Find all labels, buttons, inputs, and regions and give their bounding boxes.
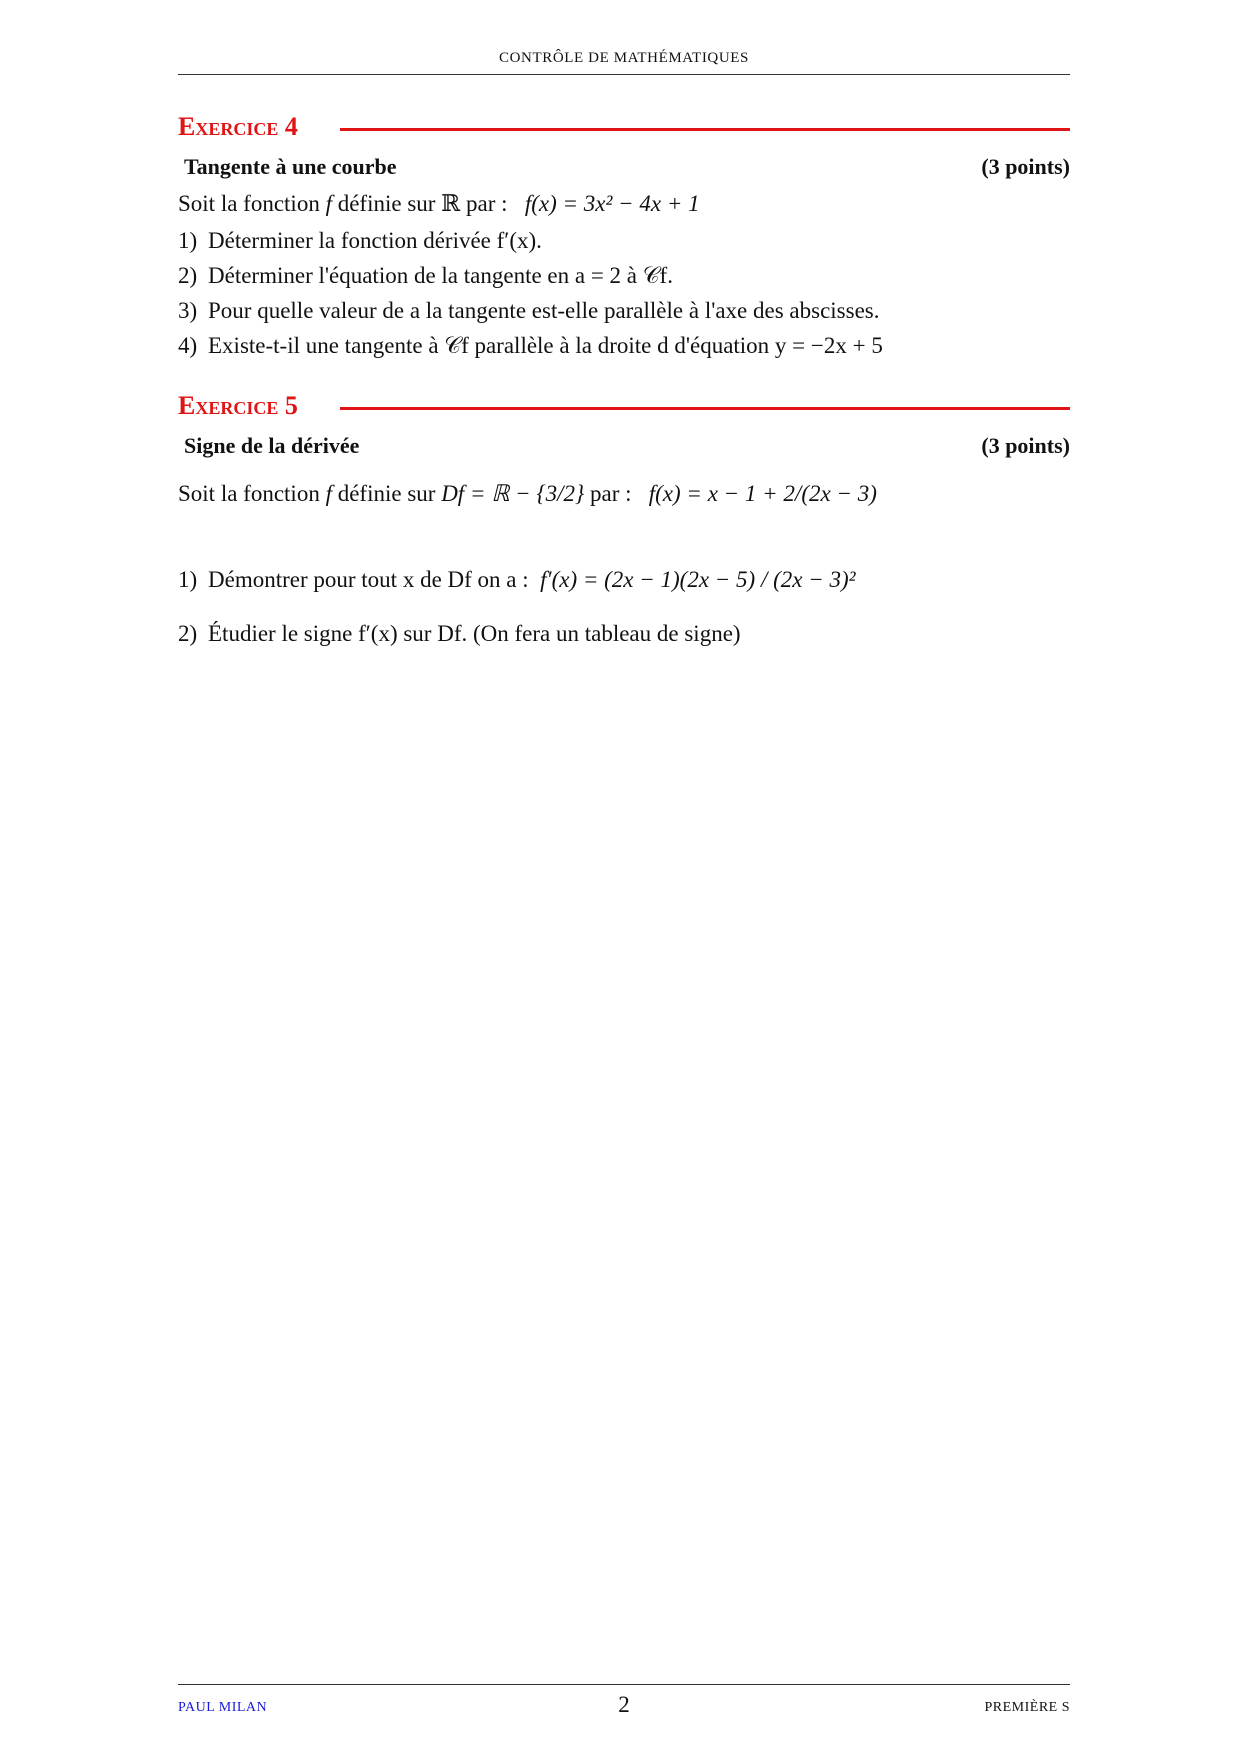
exercise-5-points: (3 points) (981, 433, 1070, 458)
exercise-4-number: 4 (284, 112, 298, 141)
exercise-4-rule (340, 128, 1070, 131)
footer-author: PAUL MILAN (178, 1700, 268, 1715)
exercise-4-function: f(x) = 3x² − 4x + 1 (524, 191, 700, 216)
exercise-5-intro (178, 479, 877, 509)
exercise-5-question-1 (178, 565, 856, 595)
exercise-4-intro (178, 189, 700, 219)
question-text: Déterminer la fonction dérivée f′(x). (208, 228, 542, 253)
exercise-5-subtitle: Signe de la dérivée (184, 433, 360, 458)
running-head: CONTRÔLE DE MATHÉMATIQUES (499, 50, 749, 66)
footer-rule (178, 1684, 1070, 1685)
question-number: 1) (178, 228, 198, 253)
exercise-5-number: 5 (284, 391, 298, 420)
exercise-4-intro-text: Soit la fonction (178, 191, 320, 216)
exercise-5-question-2 (178, 619, 741, 649)
question-text: Pour quelle valeur de a la tangente est-elle parallèle à l'axe des abscisses. (208, 298, 880, 323)
exercise-5-heading (178, 391, 1070, 427)
exercise-4-subtitle: Tangente à une courbe (184, 154, 397, 179)
exercise-4-title-word: Exercice (178, 112, 279, 141)
exercise-5-par: par : (589, 481, 632, 506)
question-number: 2) (178, 621, 198, 646)
exercise-4-question-4 (178, 331, 883, 361)
footer-page-number: 2 (618, 1692, 630, 1717)
exercise-5-intro-domain: définie sur (337, 481, 436, 506)
question-number: 3) (178, 298, 198, 323)
question-number: 2) (178, 263, 198, 288)
question-number: 1) (178, 567, 198, 592)
exercise-4-title (178, 112, 298, 142)
derivative-formula: f′(x) = (2x − 1)(2x − 5) / (2x − 3)² (540, 567, 856, 592)
question-text: Existe-t-il une tangente à 𝒞f parallèle à la droite d d'équation y = −2x + 5 (208, 333, 883, 358)
footer-level: PREMIÈRE S (984, 1700, 1070, 1715)
question-number: 4) (178, 333, 198, 358)
exercise-5-title (178, 391, 298, 421)
header-rule (178, 74, 1070, 75)
exercise-5-intro-var: f (325, 481, 332, 506)
question-text: Démontrer pour tout x de Df on a : (208, 567, 529, 592)
exercise-4-intro-var: f (325, 191, 332, 216)
question-text: Déterminer l'équation de la tangente en a = 2 à 𝒞f. (208, 263, 673, 288)
exercise-5-function: f(x) = x − 1 + 2/(2x − 3) (648, 481, 877, 506)
exercise-4-question-1 (178, 226, 542, 256)
exercise-5-title-word: Exercice (178, 391, 279, 420)
exercise-4-question-3 (178, 296, 880, 326)
exercise-4-heading (178, 112, 1070, 148)
exercise-5-rule (340, 407, 1070, 410)
question-text: Étudier le signe f′(x) sur Df. (On fera un tableau de signe) (208, 621, 741, 646)
document-page (178, 0, 1070, 1754)
exercise-4-points: (3 points) (981, 154, 1070, 179)
exercise-4-intro-domain: définie sur ℝ par : (337, 191, 508, 216)
exercise-5-domain: Df = ℝ − {3/2} (441, 481, 585, 506)
exercise-4-question-2 (178, 261, 673, 291)
exercise-5-intro-text: Soit la fonction (178, 481, 320, 506)
